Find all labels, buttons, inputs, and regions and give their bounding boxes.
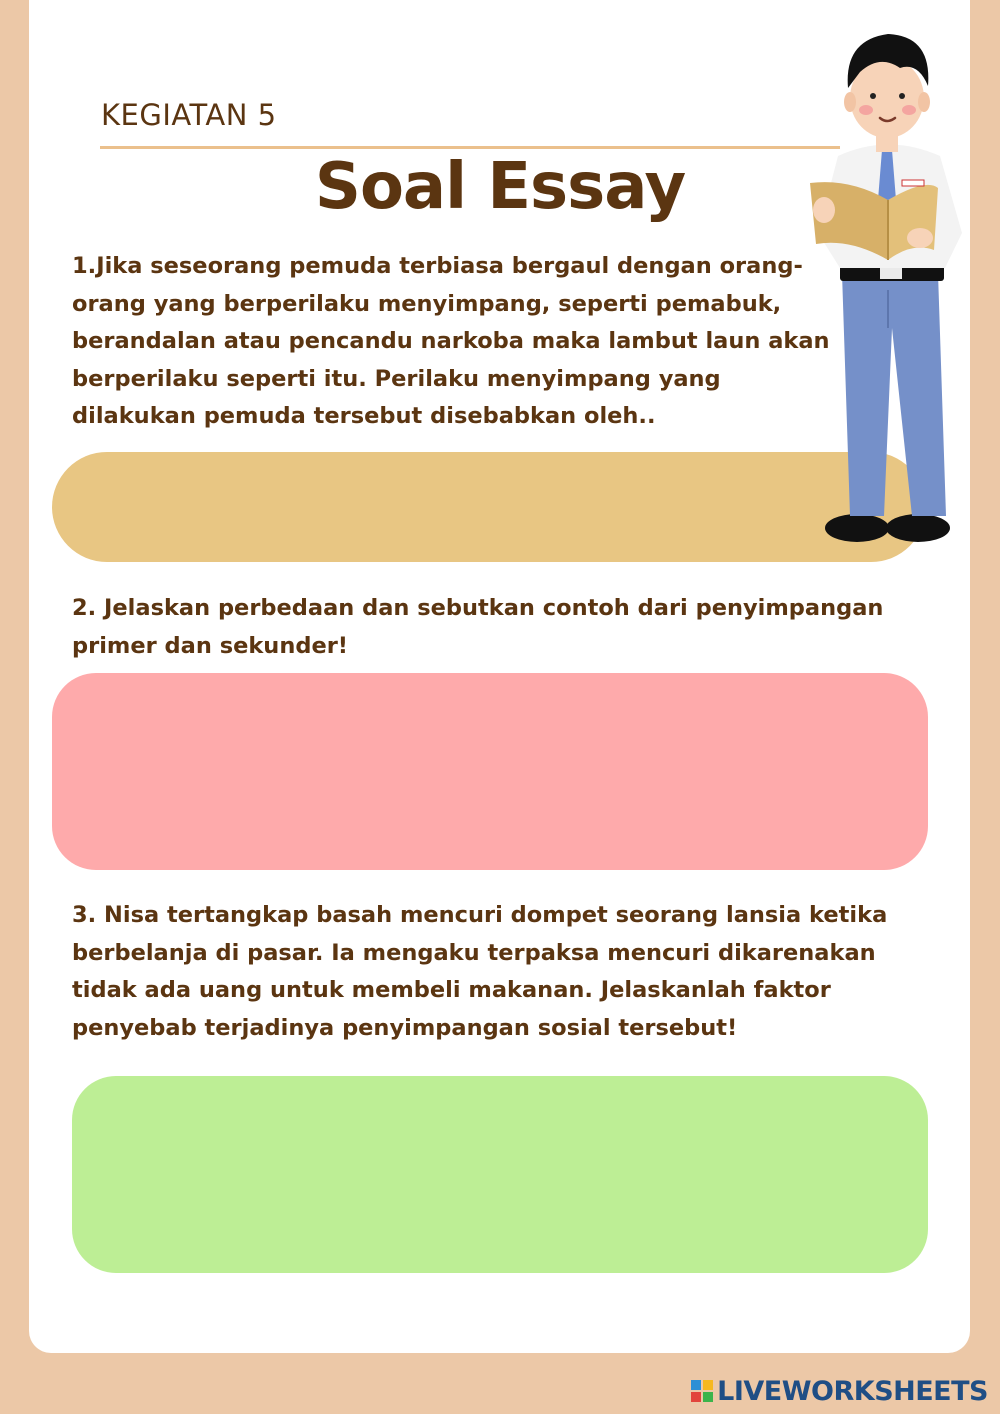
answer-3-field[interactable] [72, 1076, 928, 1273]
question-2-text: 2. Jelaskan perbedaan dan sebutkan contoh dari penyimpangan primer dan sekunder! [72, 595, 884, 659]
header-divider [100, 146, 840, 149]
student-reading-book-illustration [800, 28, 975, 553]
liveworksheets-logo-icon [691, 1380, 713, 1402]
liveworksheets-logo-text: LIVEWORKSHEETS [717, 1375, 988, 1407]
answer-2-field[interactable] [52, 673, 928, 870]
page-title: Soal Essay [314, 150, 686, 224]
activity-label: KEGIATAN 5 [101, 98, 277, 132]
liveworksheets-logo [691, 1376, 988, 1406]
question-3-text: 3. Nisa tertangkap basah mencuri dompet seorang lansia ketika berbelanja di pasar. Ia mengaku terpaksa mencuri dikarenakan tidak ada uang untuk membeli makanan. Jelaskanlah faktor penyebab terjadinya penyimpangan sosial tersebut! [72, 902, 888, 1041]
answer-1-field[interactable] [52, 452, 926, 562]
question-1-text: 1.Jika seseorang pemuda terbiasa bergaul dengan orang- orang yang berperilaku menyimpang, seperti pemabuk, berandalan atau pencandu narkoba maka lambut laun akan berperilaku seperti itu. Perilaku menyimpang yang dilakukan pemuda tersebut disebabkan oleh.. [72, 253, 830, 429]
